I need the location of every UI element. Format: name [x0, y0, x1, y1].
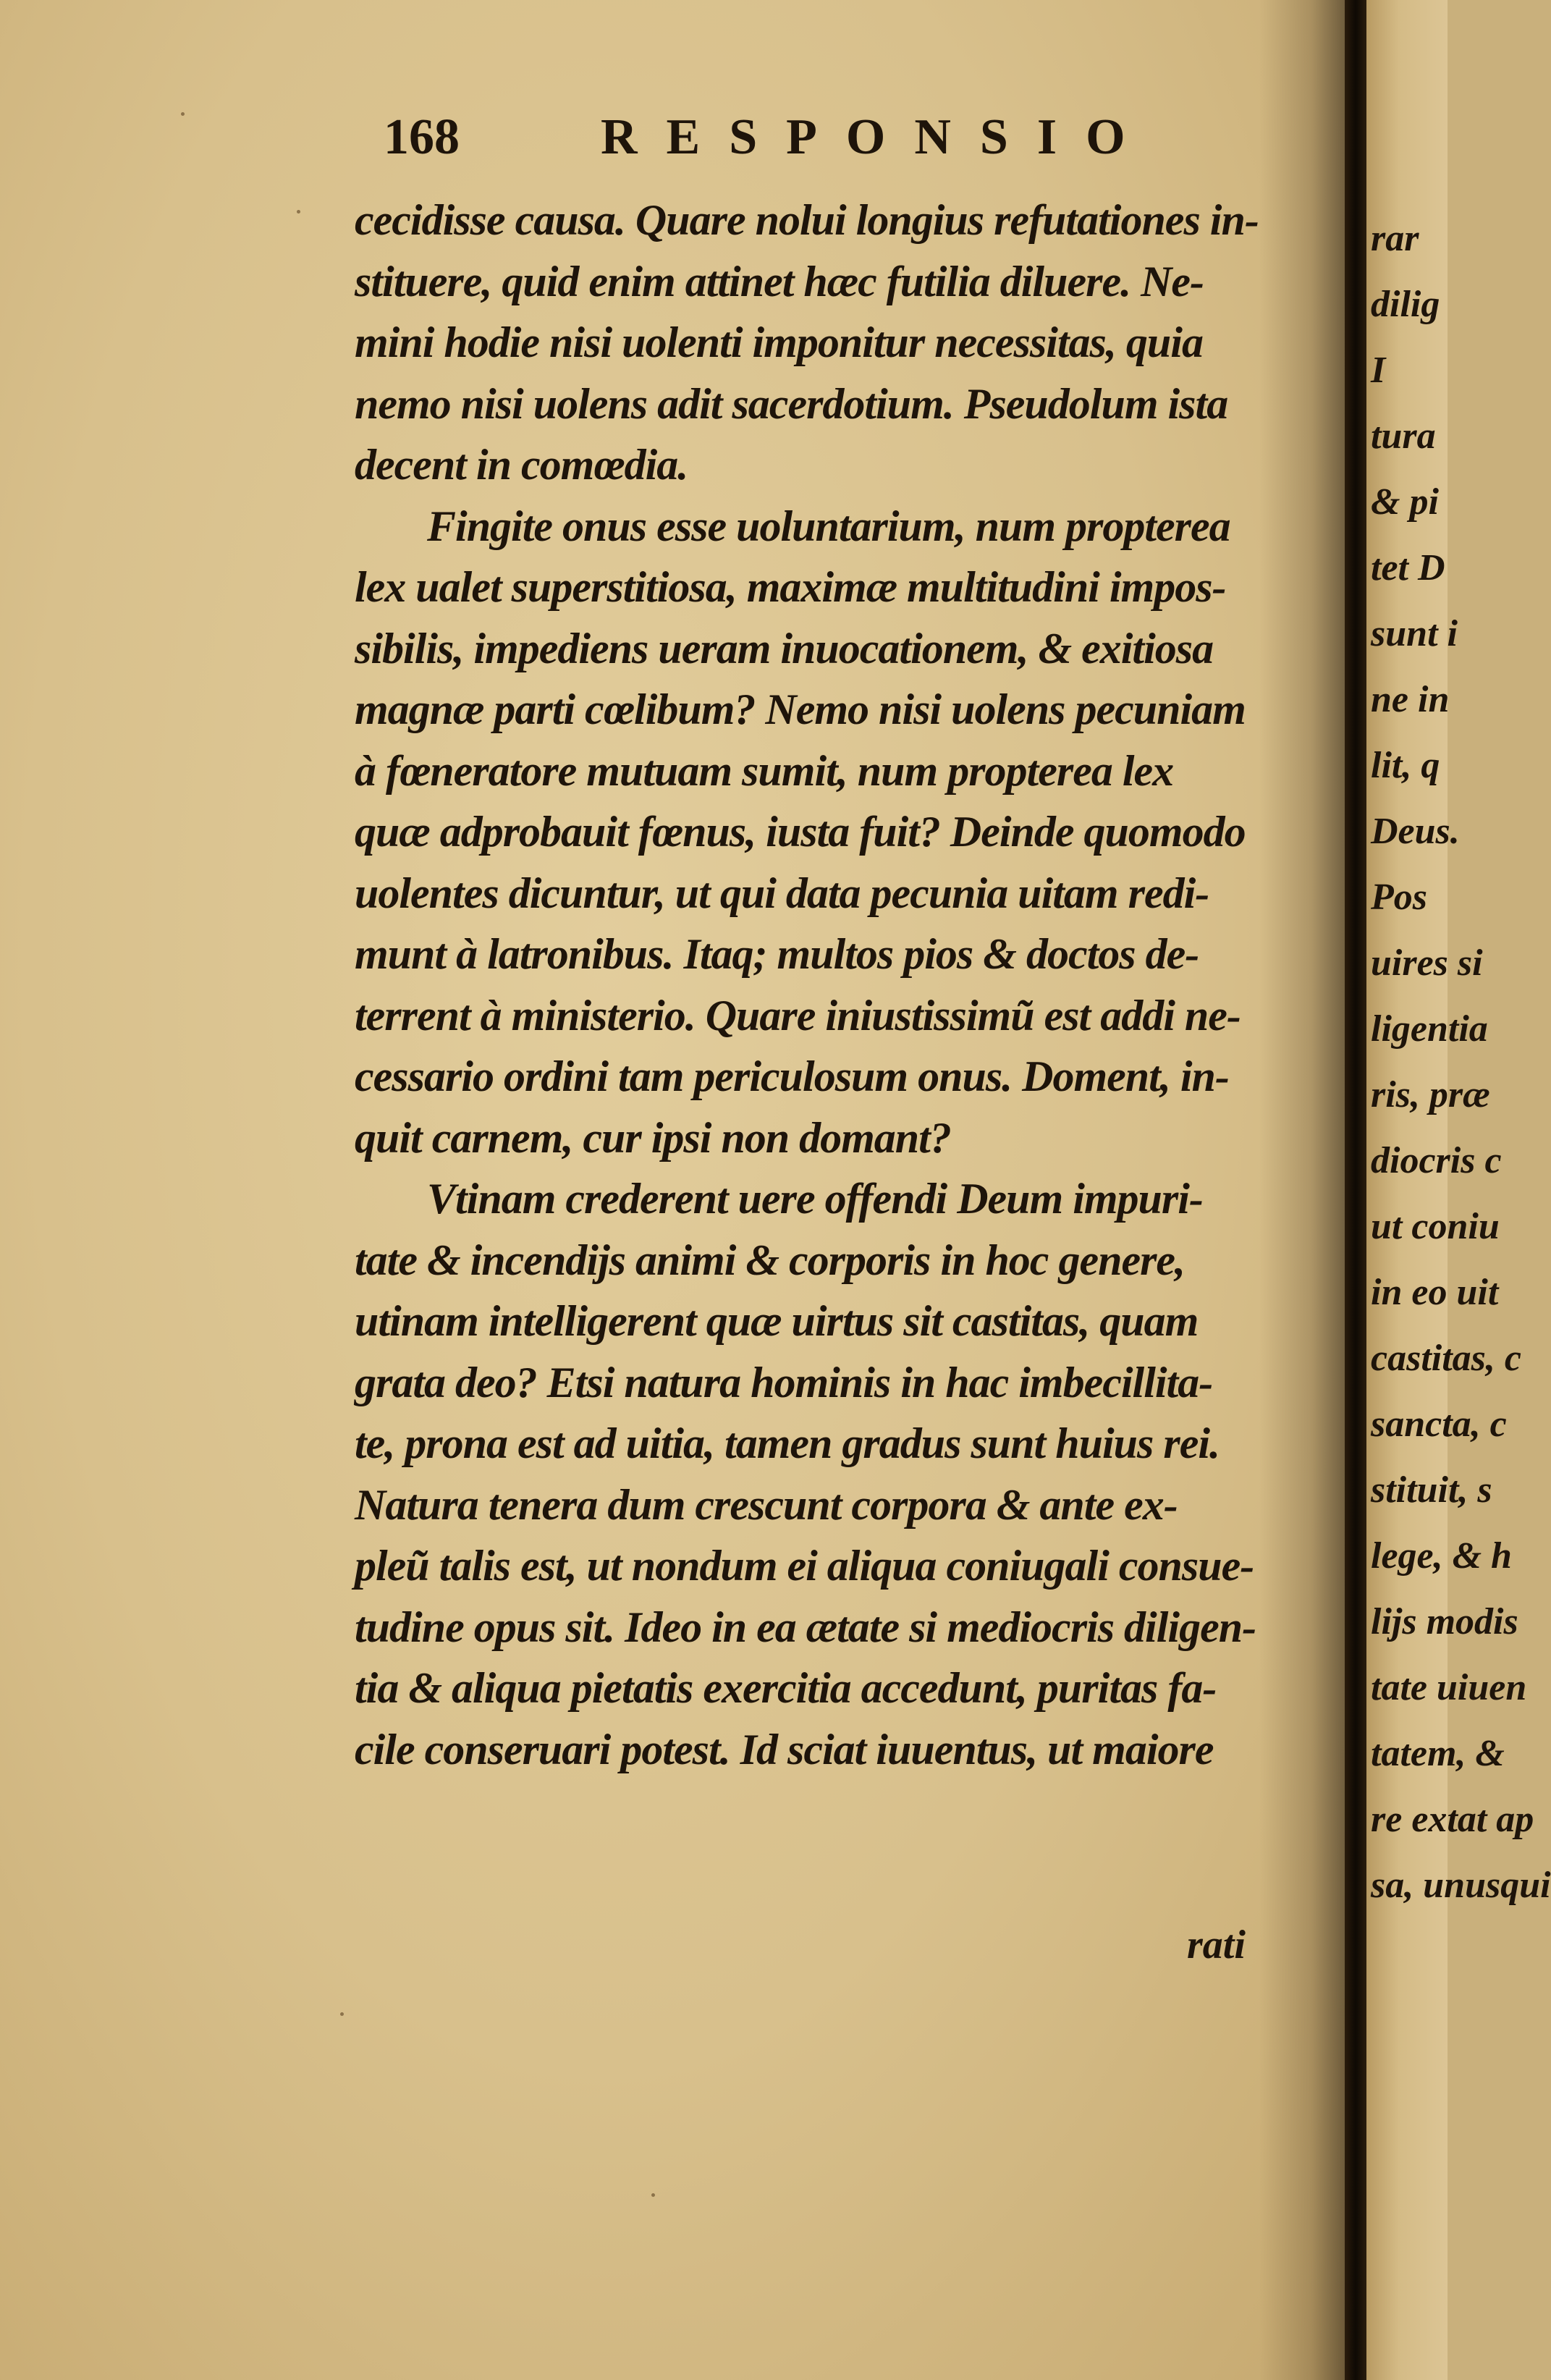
facing-page-line: sancta, c — [1371, 1404, 1507, 1445]
facing-page-line: sa, unusqui — [1371, 1865, 1551, 1906]
text-line: terrent à ministerio. Quare iniustissimũ est addi ne- — [355, 991, 1241, 1039]
facing-page-line: uires si — [1371, 942, 1483, 984]
text-line: magnæ parti cœlibum? Nemo nisi uolens pecuniam — [355, 685, 1246, 733]
facing-page-line: tate uiuen — [1371, 1667, 1527, 1708]
text-line: nemo nisi uolens adit sacerdotium. Pseudolum ista — [355, 379, 1228, 428]
text-line: grata deo? Etsi natura hominis in hac imbecillita- — [355, 1358, 1213, 1406]
running-head: RESPONSIO — [601, 109, 1154, 165]
page-header — [384, 109, 1209, 174]
facing-page-line: ris, præ — [1371, 1074, 1490, 1115]
text-line: cile conseruari potest. Id sciat iuuentus, ut maiore — [355, 1725, 1214, 1773]
text-line: sibilis, impediens ueram inuocationem, & exitiosa — [355, 624, 1214, 672]
facing-page-line: ut coniu — [1371, 1206, 1500, 1247]
paper-speck — [340, 2012, 344, 2016]
text-line: Natura tenera dum crescunt corpora & ante ex- — [355, 1480, 1178, 1529]
facing-page-line: diocris c — [1371, 1140, 1502, 1181]
facing-page-line: lege, & h — [1371, 1535, 1512, 1577]
facing-page-line: castitas, c — [1371, 1338, 1521, 1379]
text-line: à fœneratore mutuam sumit, num propterea lex — [355, 746, 1174, 795]
text-line: munt à latronibus. Itaq; multos pios & doctos de- — [355, 930, 1199, 978]
facing-page-line: rar — [1371, 218, 1419, 259]
facing-page-line: Deus. — [1371, 811, 1460, 852]
text-line: tate & incendijs animi & corporis in hoc genere, — [355, 1236, 1186, 1284]
facing-page-line: I — [1371, 350, 1386, 391]
text-line: cessario ordini tam periculosum onus. Doment, in- — [355, 1052, 1229, 1100]
facing-page-line: re extat ap — [1371, 1799, 1534, 1840]
text-line: pleũ talis est, ut nondum ei aliqua coniugali consue- — [355, 1542, 1254, 1590]
text-line: decent in comœdia. — [355, 441, 688, 489]
text-line: lex ualet superstitiosa, maximæ multitudini impos- — [355, 563, 1226, 611]
facing-page-line: stituit, s — [1371, 1469, 1492, 1511]
text-line: cecidisse causa. Quare nolui longius refutationes in- — [355, 196, 1259, 244]
text-line: tia & aliqua pietatis exercitia accedunt, puritas fa- — [355, 1664, 1217, 1712]
text-line: mini hodie nisi uolenti imponitur necessitas, quia — [355, 318, 1203, 366]
book-gutter — [1345, 0, 1366, 2380]
facing-page-line: ligentia — [1371, 1008, 1488, 1050]
facing-page-line: tatem, & — [1371, 1733, 1505, 1774]
catchword: rati — [1187, 1923, 1246, 1967]
text-line: quæ adprobauit fœnus, iusta fuit? Deinde quomodo — [355, 808, 1246, 856]
paragraph-first-line: Vtinam crederent uere offendi Deum impuri- — [427, 1175, 1203, 1223]
paper-speck — [651, 2193, 655, 2197]
body-text — [355, 190, 1317, 1780]
text-line: tudine opus sit. Ideo in ea ætate si mediocris diligen- — [355, 1603, 1256, 1651]
text-line: te, prona est ad uitia, tamen gradus sunt huius rei. — [355, 1419, 1220, 1467]
facing-page-edge — [1366, 0, 1551, 2380]
text-line: utinam intelligerent quæ uirtus sit castitas, quam — [355, 1297, 1199, 1345]
facing-page-line: lijs modis — [1371, 1601, 1518, 1642]
paper-speck — [181, 112, 185, 116]
facing-page-line: & pi — [1371, 481, 1439, 523]
page-number: 168 — [384, 109, 460, 165]
paper-speck — [297, 210, 300, 214]
facing-page-line: lit, q — [1371, 745, 1440, 786]
facing-page-line: Pos — [1371, 877, 1427, 918]
facing-page-line: dilig — [1371, 284, 1440, 325]
facing-page-line: tet D — [1371, 547, 1445, 588]
facing-page-line: sunt i — [1371, 613, 1458, 654]
text-line: quit carnem, cur ipsi non domant? — [355, 1113, 951, 1162]
facing-page-line: ne in — [1371, 679, 1450, 720]
text-line: uolentes dicuntur, ut qui data pecunia uitam redi- — [355, 869, 1209, 917]
facing-page-line: tura — [1371, 415, 1436, 457]
paragraph-first-line: Fingite onus esse uoluntarium, num propterea — [427, 502, 1230, 550]
text-line: stituere, quid enim attinet hæc futilia diluere. Ne- — [355, 257, 1204, 305]
facing-page-line: in eo uit — [1371, 1272, 1499, 1313]
